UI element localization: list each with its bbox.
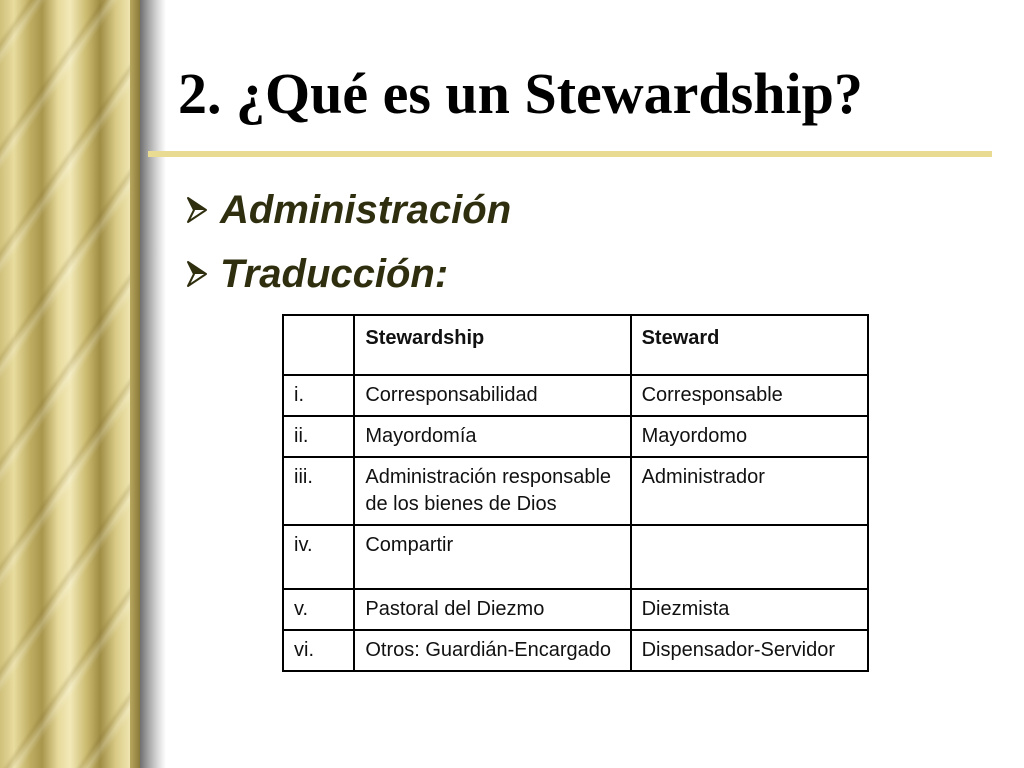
- row-stewardship: Otros: Guardián-Encargado: [354, 630, 630, 671]
- row-number: v.: [283, 589, 354, 630]
- row-number: i.: [283, 375, 354, 416]
- header-cell-number: [283, 315, 354, 375]
- row-steward: Corresponsable: [631, 375, 868, 416]
- row-number: iii.: [283, 457, 354, 525]
- row-steward: Mayordomo: [631, 416, 868, 457]
- bullet-item-administracion: [184, 178, 511, 242]
- row-number: vi.: [283, 630, 354, 671]
- row-stewardship: Corresponsabilidad: [354, 375, 630, 416]
- header-cell-steward: Steward: [631, 315, 868, 375]
- arrow-bullet-icon: [184, 196, 212, 224]
- bullet-label: Traducción:: [220, 251, 449, 296]
- slide-title: 2. ¿Qué es un Stewardship?: [178, 61, 863, 126]
- row-steward: [631, 525, 868, 589]
- decorative-shadow-band: [140, 0, 166, 768]
- arrow-bullet-icon: [184, 260, 212, 288]
- row-steward: Diezmista: [631, 589, 868, 630]
- bullet-list: [184, 178, 511, 306]
- bullet-item-traduccion: [184, 242, 511, 306]
- table-row: [283, 630, 868, 671]
- table-row: [283, 416, 868, 457]
- table-row: [283, 525, 868, 589]
- row-stewardship: Pastoral del Diezmo: [354, 589, 630, 630]
- row-number: ii.: [283, 416, 354, 457]
- row-stewardship: Compartir: [354, 525, 630, 589]
- row-steward: Administrador: [631, 457, 868, 525]
- row-steward: Dispensador-Servidor: [631, 630, 868, 671]
- title-underline: [148, 151, 992, 157]
- translation-table: [282, 314, 869, 672]
- row-number: iv.: [283, 525, 354, 589]
- table-row: [283, 457, 868, 525]
- row-stewardship: Mayordomía: [354, 416, 630, 457]
- bullet-label: Administración: [220, 187, 512, 232]
- header-cell-stewardship: Stewardship: [354, 315, 630, 375]
- table-row: [283, 589, 868, 630]
- decorative-gold-band: [0, 0, 140, 768]
- row-stewardship: Administración responsable de los bienes de Dios: [354, 457, 630, 525]
- table-header-row: [283, 315, 868, 375]
- table-row: [283, 375, 868, 416]
